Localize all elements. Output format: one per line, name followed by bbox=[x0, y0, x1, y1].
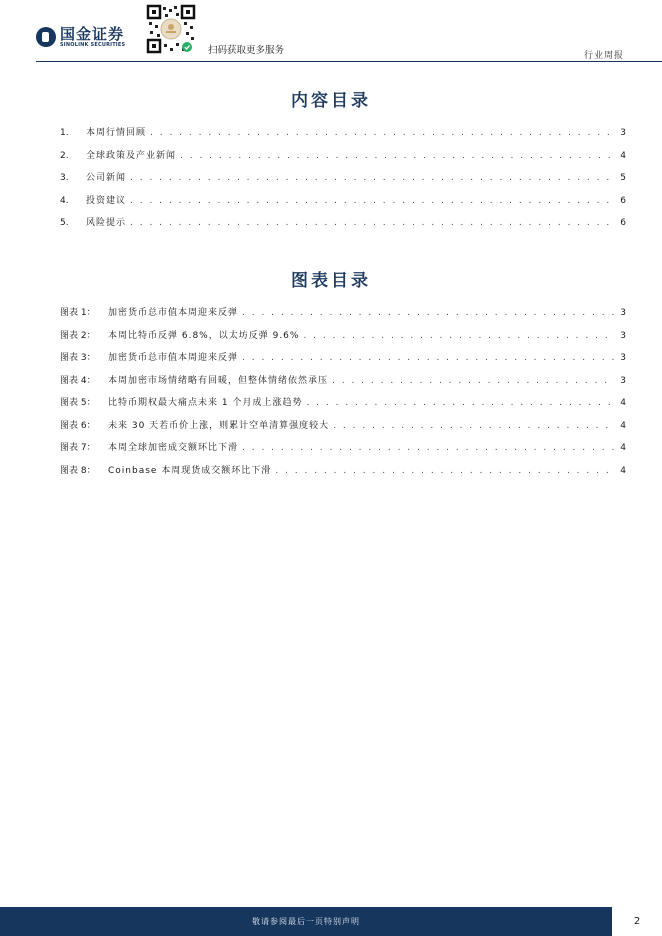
dot-leader bbox=[303, 331, 614, 341]
figure-entry-title: 本周比特币反弹 6.8%，以太坊反弹 9.6% bbox=[108, 330, 300, 341]
figures-list bbox=[60, 305, 626, 485]
qr-code-icon bbox=[146, 4, 196, 54]
header-divider bbox=[36, 61, 662, 62]
figure-entry-page: 3 bbox=[620, 375, 626, 386]
figure-entry-label: 图表 4： bbox=[60, 375, 96, 386]
figure-entry[interactable] bbox=[60, 305, 626, 328]
dot-leader bbox=[242, 443, 614, 453]
toc-entry-page: 4 bbox=[620, 150, 626, 161]
brand-name-cn: 国金证券 bbox=[60, 25, 125, 43]
figure-entry[interactable] bbox=[60, 328, 626, 351]
toc-entry[interactable] bbox=[60, 125, 626, 148]
figures-title: 图表目录 bbox=[291, 271, 371, 291]
figure-entry-label: 图表 2： bbox=[60, 330, 96, 341]
dot-leader bbox=[130, 173, 614, 183]
figure-entry[interactable] bbox=[60, 463, 626, 486]
figure-entry-title: 本周加密市场情绪略有回暖，但整体情绪依然承压 bbox=[108, 375, 329, 386]
footer-disclaimer: 敬请参阅最后一页特别声明 bbox=[252, 917, 360, 926]
toc-entry-page: 5 bbox=[620, 173, 626, 183]
figure-entry-page: 3 bbox=[620, 353, 626, 363]
toc-entry-title: 本周行情回顾 bbox=[86, 128, 147, 138]
sinolink-logo bbox=[36, 26, 125, 48]
toc-entry-title: 全球政策及产业新闻 bbox=[86, 150, 177, 161]
figure-entry-title: 本周全球加密成交额环比下滑 bbox=[108, 443, 239, 453]
toc-entry-page: 3 bbox=[620, 128, 626, 138]
toc-entry-page: 6 bbox=[620, 218, 626, 228]
document-type: 行业周报 bbox=[583, 51, 624, 61]
contents-title: 内容目录 bbox=[291, 91, 371, 111]
toc-entry-title: 投资建议 bbox=[86, 195, 127, 206]
logo-mark-icon bbox=[36, 27, 56, 47]
figure-entry-title: 未来 30 天若币价上涨，则累计空单清算强度较大 bbox=[108, 420, 330, 431]
dot-leader bbox=[180, 151, 614, 161]
figure-entry[interactable] bbox=[60, 373, 626, 396]
dot-leader bbox=[242, 308, 614, 318]
figure-entry-page: 3 bbox=[620, 330, 626, 341]
figure-entry-title: 加密货币总市值本周迎来反弹 bbox=[108, 308, 239, 318]
figure-entry-page: 4 bbox=[620, 465, 626, 476]
figure-entry-label: 图表 7： bbox=[60, 443, 96, 453]
figure-entry-page: 4 bbox=[620, 420, 626, 431]
figure-entry-label: 图表 8： bbox=[60, 465, 96, 476]
figure-entry-page: 4 bbox=[620, 398, 626, 408]
qr-caption: 扫码获取更多服务 bbox=[208, 45, 285, 56]
dot-leader bbox=[275, 466, 614, 476]
toc-entry-number: 2. bbox=[60, 150, 69, 161]
dot-leader bbox=[332, 376, 614, 386]
figure-entry-label: 图表 3： bbox=[60, 353, 96, 363]
figure-entry-label: 图表 1： bbox=[60, 308, 96, 318]
dot-leader bbox=[130, 196, 614, 206]
brand-name-en: SINOLINK SECURITIES bbox=[60, 42, 126, 48]
dot-leader bbox=[242, 353, 614, 363]
toc-entry[interactable] bbox=[60, 148, 626, 171]
toc-entry-title: 公司新闻 bbox=[86, 173, 127, 183]
dot-leader bbox=[306, 398, 614, 408]
toc-entry-number: 1. bbox=[60, 128, 69, 138]
toc-entry-number: 3. bbox=[60, 173, 69, 183]
toc-entry-page: 6 bbox=[620, 195, 626, 206]
figure-entry[interactable] bbox=[60, 350, 626, 373]
figure-entry-page: 4 bbox=[620, 443, 626, 453]
toc-entry-number: 4. bbox=[60, 195, 69, 206]
contents-list bbox=[60, 125, 626, 238]
figure-entry[interactable] bbox=[60, 440, 626, 463]
figure-entry-page: 3 bbox=[620, 308, 626, 318]
toc-entry[interactable] bbox=[60, 215, 626, 238]
figure-entry-title: 比特币期权最大痛点未来 1 个月成上涨趋势 bbox=[108, 398, 303, 408]
toc-entry-number: 5. bbox=[60, 218, 69, 228]
dot-leader bbox=[333, 421, 614, 431]
figure-entry-title: 加密货币总市值本周迎来反弹 bbox=[108, 353, 239, 363]
figure-entry[interactable] bbox=[60, 418, 626, 441]
dot-leader bbox=[150, 128, 614, 138]
figure-entry-label: 图表 5： bbox=[60, 398, 96, 408]
figure-entry-label: 图表 6： bbox=[60, 420, 96, 431]
figure-entry-title: Coinbase 本周现货成交额环比下滑 bbox=[108, 465, 272, 476]
dot-leader bbox=[130, 218, 614, 228]
toc-entry[interactable] bbox=[60, 193, 626, 216]
toc-entry-title: 风险提示 bbox=[86, 218, 127, 228]
toc-entry[interactable] bbox=[60, 170, 626, 193]
page-header bbox=[0, 0, 662, 64]
figure-entry[interactable] bbox=[60, 395, 626, 418]
page-number: 2 bbox=[633, 916, 641, 927]
page-footer bbox=[0, 907, 662, 936]
